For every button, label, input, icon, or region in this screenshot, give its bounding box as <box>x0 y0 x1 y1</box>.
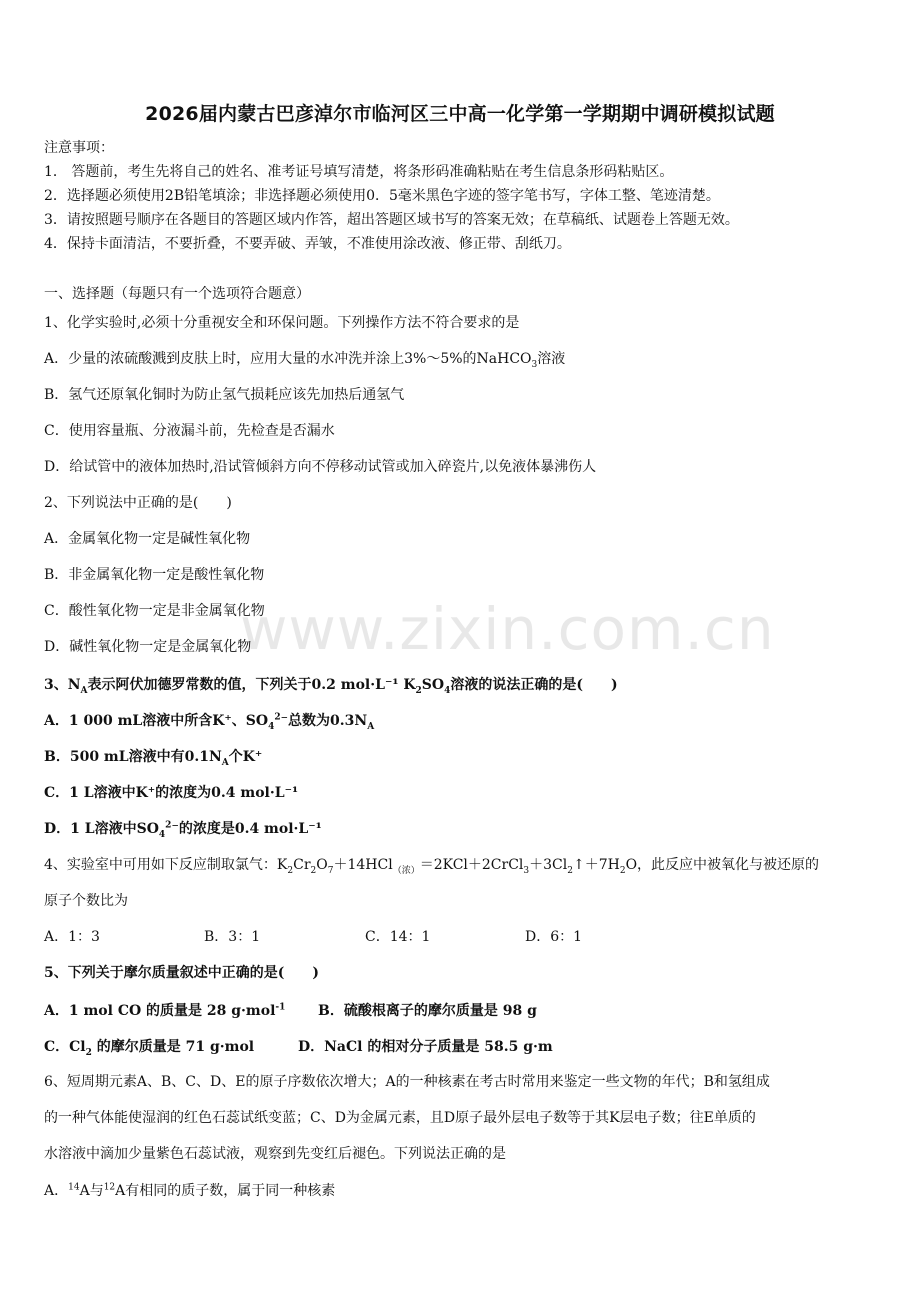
watermark: www.zixin.com.cn <box>240 595 775 663</box>
notice-item: 4．保持卡面清洁，不要折叠，不要弄破、弄皱，不准使用涂改液、修正带、刮纸刀。 <box>44 236 571 252</box>
question-5-option-a: A．1 mol CO 的质量是 28 g·mol$^{-1}$ <box>44 1002 286 1019</box>
question-3-option-d: D．1 L溶液中$SO_4^2^-$的浓度是0.4 mol·L⁻¹ <box>44 820 322 840</box>
question-2-stem: 2、下列说法中正确的是( ) <box>44 495 232 511</box>
question-6-stem-line3: 水溶液中滴加少量紫色石蕊试液，观察到先变红后褪色。下列说法正确的是 <box>44 1146 506 1162</box>
question-6-stem-line2: 的一种气体能使湿润的红色石蕊试纸变蓝；C、D为金属元素，且D原子最外层电子数等于其K层电子数；往E单质的 <box>44 1110 756 1126</box>
question-1-option-c: C．使用容量瓶、分液漏斗前，先检查是否漏水 <box>44 423 335 439</box>
question-1-option-a: A．少量的浓硫酸溅到皮肤上时，应用大量的水冲洗并涂上3%～5%的NaHCO$_3$溶液 <box>44 351 566 370</box>
notice-item: 2．选择题必须使用2B铅笔填涂；非选择题必须使用0．5毫米黑色字迹的签字笔书写，字体工整、笔迹清楚。 <box>44 188 720 204</box>
question-4-option-d: D．6：1 <box>525 929 583 945</box>
question-3-option-a: A．1 000 mL溶液中所含K⁺、$SO_4^2^-$总数为$0.3N_A$ <box>44 712 375 732</box>
question-2-option-b: B．非金属氧化物一定是酸性氧化物 <box>44 567 265 583</box>
notice-heading: 注意事项： <box>44 140 114 156</box>
question-3-option-b: B．500 mL溶液中有$0.1N_A$个K⁺ <box>44 749 263 768</box>
question-3-stem: 3、$N_A$表示阿伏加德罗常数的值，下列关于0.2 mol·L⁻¹ $K_2SO_4$溶液的说法正确的是( ) <box>44 677 618 696</box>
question-5-option-c: C．$Cl_2$ 的摩尔质量是 71 g·mol <box>44 1039 255 1058</box>
question-5-option-d: D．NaCl 的相对分子质量是 58.5 g·m <box>298 1039 553 1055</box>
question-2-option-a: A．金属氧化物一定是碱性氧化物 <box>44 531 251 547</box>
question-2-option-d: D．碱性氧化物一定是金属氧化物 <box>44 639 252 655</box>
question-6-option-a: A．$^{14}$A与$^{12}$A有相同的质子数，属于同一种核素 <box>44 1182 336 1199</box>
question-4-option-a: A．1：3 <box>44 929 100 945</box>
question-4-option-b: B．3：1 <box>204 929 261 945</box>
question-6-stem: 6、短周期元素A、B、C、D、E的原子序数依次增大；A的一种核素在考古时常用来鉴定一些文物的年代；B和氢组成 <box>44 1074 770 1090</box>
question-5-option-b: B．硫酸根离子的摩尔质量是 98 g <box>318 1003 537 1019</box>
question-4-option-c: C．14：1 <box>365 929 431 945</box>
question-3-option-c: C．1 L溶液中K⁺的浓度为0.4 mol·L⁻¹ <box>44 785 299 801</box>
notice-item: 3．请按照题号顺序在各题目的答题区域内作答，超出答题区域书写的答案无效；在草稿纸、试题卷上答题无效。 <box>44 212 739 228</box>
notice-item: 1． 答题前，考生先将自己的姓名、准考证号填写清楚，将条形码准确粘贴在考生信息条形码粘贴区。 <box>44 164 674 180</box>
question-4-stem: 4、实验室中可用如下反应制取氯气：$K_2Cr_2O_7+14HCl_{(浓)}=2KCl+2CrCl_3+3Cl_2↑+7H_2O$，此反应中被氧化与被还原的 <box>44 857 820 876</box>
section-heading: 一、选择题（每题只有一个选项符合题意） <box>44 286 310 302</box>
question-4-stem-line2: 原子个数比为 <box>44 893 128 909</box>
question-1-option-d: D．给试管中的液体加热时,沿试管倾斜方向不停移动试管或加入碎瓷片,以免液体暴沸伤人 <box>44 459 597 475</box>
question-5-stem: 5、下列关于摩尔质量叙述中正确的是( ) <box>44 965 319 981</box>
question-1-stem: 1、化学实验时,必须十分重视安全和环保问题。下列操作方法不符合要求的是 <box>44 315 520 331</box>
question-2-option-c: C．酸性氧化物一定是非金属氧化物 <box>44 603 265 619</box>
question-1-option-b: B．氢气还原氧化铜时为防止氢气损耗应该先加热后通氢气 <box>44 387 405 403</box>
page-title: 2026届内蒙古巴彦淖尔市临河区三中高一化学第一学期期中调研模拟试题 <box>145 103 775 125</box>
